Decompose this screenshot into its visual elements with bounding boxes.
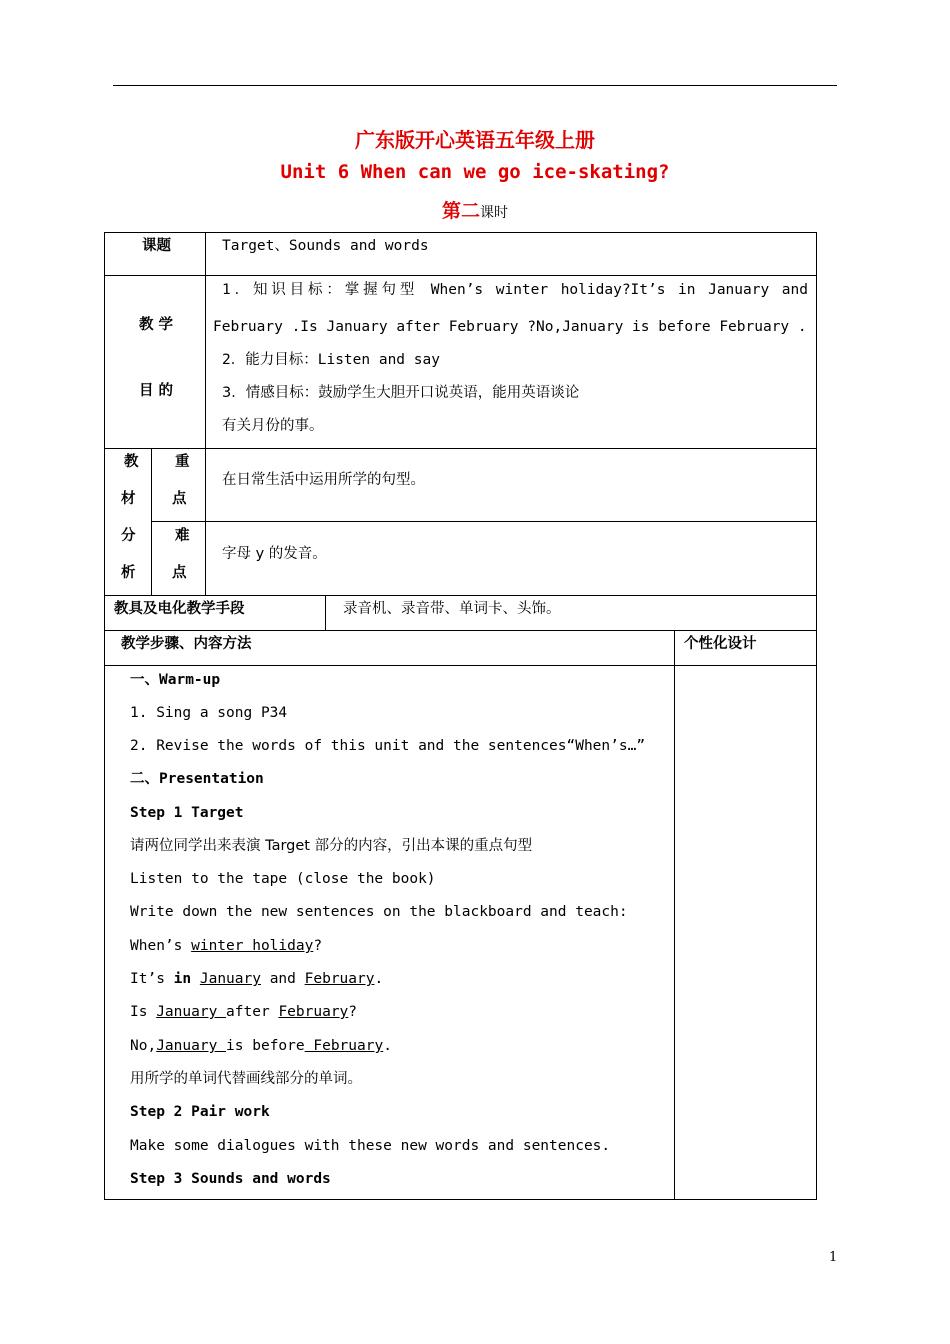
analysis-char: 材 (121, 491, 136, 507)
sentence-line: When’s winter holiday? (130, 938, 323, 954)
tools-value: 录音机、录音带、单词卡、头饰。 (343, 601, 561, 617)
step-line: 用所学的单词代替画线部分的单词。 (130, 1071, 362, 1087)
col-divider (151, 448, 152, 595)
doc-title-cn: 广东版开心英语五年级上册 (355, 128, 595, 152)
aims-label-1: 教 学 (139, 317, 174, 333)
col-divider (325, 595, 326, 630)
topic-label: 课题 (142, 238, 171, 254)
step-line: Write down the new sentences on the blackboard and teach: (130, 904, 628, 920)
step-line: 2. Revise the words of this unit and the sentences“When’s…” (130, 738, 646, 754)
steps-header: 教学步骤、内容方法 (121, 636, 252, 652)
difficult-point-value: 字母 y 的发音。 (222, 546, 327, 562)
table-border-top (104, 232, 817, 233)
table-border-bottom (104, 1199, 817, 1200)
step-line: Listen to the tape (close the book) (130, 871, 436, 887)
step-heading: 一、Warm-up (130, 672, 221, 688)
row-divider (104, 630, 817, 631)
topic-value: Target、Sounds and words (222, 238, 429, 254)
key-point-char: 点 (172, 491, 187, 507)
step-line: 1. Sing a song P34 (130, 705, 288, 721)
doc-title-unit: Unit 6 When can we go ice-skating? (280, 161, 670, 183)
aims-label-2: 目 的 (139, 383, 174, 399)
col-divider (205, 232, 206, 595)
key-point-value: 在日常生活中运用所学的句型。 (222, 472, 425, 488)
aims-line-3: 2．能力目标：Listen and say (222, 352, 440, 368)
step-heading: Step 1 Target (130, 805, 244, 821)
aims-line-4: 3．情感目标：鼓励学生大胆开口说英语，能用英语谈论 (222, 385, 580, 401)
analysis-char: 析 (121, 565, 136, 581)
tools-label: 教具及电化教学手段 (114, 601, 245, 617)
step-heading: Step 3 Sounds and words (130, 1171, 331, 1187)
step-line: 请两位同学出来表演 Target 部分的内容，引出本课的重点句型 (130, 838, 533, 854)
sentence-line: Is January after February? (130, 1004, 358, 1020)
row-divider (104, 595, 817, 596)
difficult-point-char: 点 (172, 565, 187, 581)
difficult-point-char: 难 (175, 528, 190, 544)
row-divider (104, 448, 817, 449)
step-line: Make some dialogues with these new words and sentences. (130, 1138, 611, 1154)
table-border-right (816, 232, 817, 1200)
aims-line-5: 有关月份的事。 (222, 418, 324, 434)
analysis-char: 教 (124, 454, 139, 470)
step-heading: 二、Presentation (130, 771, 264, 787)
analysis-char: 分 (121, 528, 136, 544)
row-divider (151, 521, 817, 522)
row-divider (104, 275, 817, 276)
step-heading: Step 2 Pair work (130, 1104, 270, 1120)
sentence-line: It’s in January and February. (130, 971, 384, 987)
personal-design-header: 个性化设计 (684, 636, 757, 652)
col-divider (674, 630, 675, 1200)
row-divider (104, 665, 817, 666)
header-rule (113, 85, 837, 86)
page-number: 1 (829, 1250, 838, 1265)
doc-title-lesson: 第二课时 (441, 200, 508, 222)
table-border-left (104, 232, 105, 1200)
sentence-line: No,January is before February. (130, 1038, 392, 1054)
aims-line-2: February .Is January after February ?No,January is before February . (213, 319, 807, 335)
aims-line-1: 1．知识目标：掌握句型 When’s winter holiday?It’s in January and (222, 282, 808, 298)
key-point-char: 重 (175, 454, 190, 470)
